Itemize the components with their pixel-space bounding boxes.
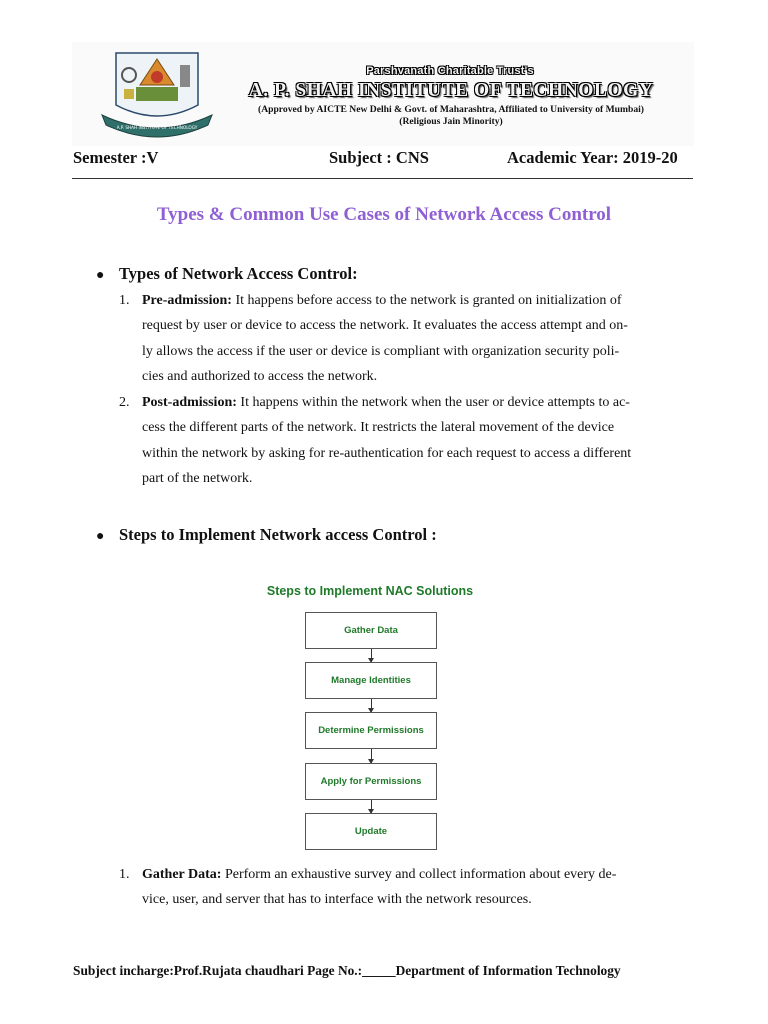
arrow-down-icon <box>371 800 372 813</box>
page-footer: Subject incharge:Prof.Rujata chaudhari Page No.:_____Department of Information Technology <box>73 963 621 978</box>
section-heading-types: Types of Network Access Control: <box>119 264 358 283</box>
bullet-icon: ● <box>96 268 105 283</box>
section-heading-steps: Steps to Implement Network access Control : <box>119 525 437 544</box>
term-post-admission: Post-admission: <box>142 395 237 410</box>
diagram-step-update: Update <box>305 813 437 850</box>
trust-name: Parshvanath Charitable Trust's <box>366 65 534 77</box>
academic-year-label: Academic Year: 2019-20 <box>507 148 678 167</box>
page-title: Types & Common Use Cases of Network Access Control <box>156 204 612 225</box>
list-item-pre-admission: Pre-admission: It happens before access to the network is granted on initialization of request by user or device to access the network. It evaluates the access attempt and on- ly allows the access if the user or device is compliant with organization security poli- cies and authorized to access the network. <box>142 293 628 385</box>
list-number: 1. <box>119 867 130 882</box>
diagram-title: Steps to Implement NAC Solutions <box>266 584 474 598</box>
diagram-step-determine-permissions: Determine Permissions <box>305 712 437 749</box>
semester-label: Semester :V <box>73 148 159 167</box>
term-gather-data: Gather Data: <box>142 867 222 882</box>
list-number: 2. <box>119 395 130 410</box>
bullet-icon: ● <box>96 529 105 544</box>
list-item-post-admission: Post-admission: It happens within the network when the user or device attempts to ac- cess the different parts of the network. It restricts the lateral movement of the device within the network by asking for re-authentication for each request to access a different part of the network. <box>142 395 632 487</box>
diagram-step-gather-data: Gather Data <box>305 612 437 649</box>
list-item-gather-data: Gather Data: Perform an exhaustive survey and collect information about every de- vice, user, and server that has to interface with the network resources. <box>142 867 617 908</box>
list-number: 1. <box>119 293 130 308</box>
minority-line: (Religious Jain Minority) <box>399 116 503 127</box>
arrow-down-icon <box>371 699 372 712</box>
diagram-step-apply-permissions: Apply for Permissions <box>305 763 437 800</box>
approval-line: (Approved by AICTE New Delhi & Govt. of Maharashtra, Affiliated to University of Mumbai) <box>258 104 644 115</box>
arrow-down-icon <box>371 749 372 763</box>
subject-label: Subject : CNS <box>329 148 429 167</box>
logo-banner-text: A.P. SHAH INSTITUTE OF TECHNOLOGY <box>116 125 198 130</box>
institute-name: A. P. SHAH INSTITUTE OF TECHNOLOGY <box>248 80 654 101</box>
diagram-step-manage-identities: Manage Identities <box>305 662 437 699</box>
header-divider <box>72 178 693 179</box>
arrow-down-icon <box>371 649 372 662</box>
term-pre-admission: Pre-admission: <box>142 293 232 308</box>
institute-logo <box>96 45 218 141</box>
